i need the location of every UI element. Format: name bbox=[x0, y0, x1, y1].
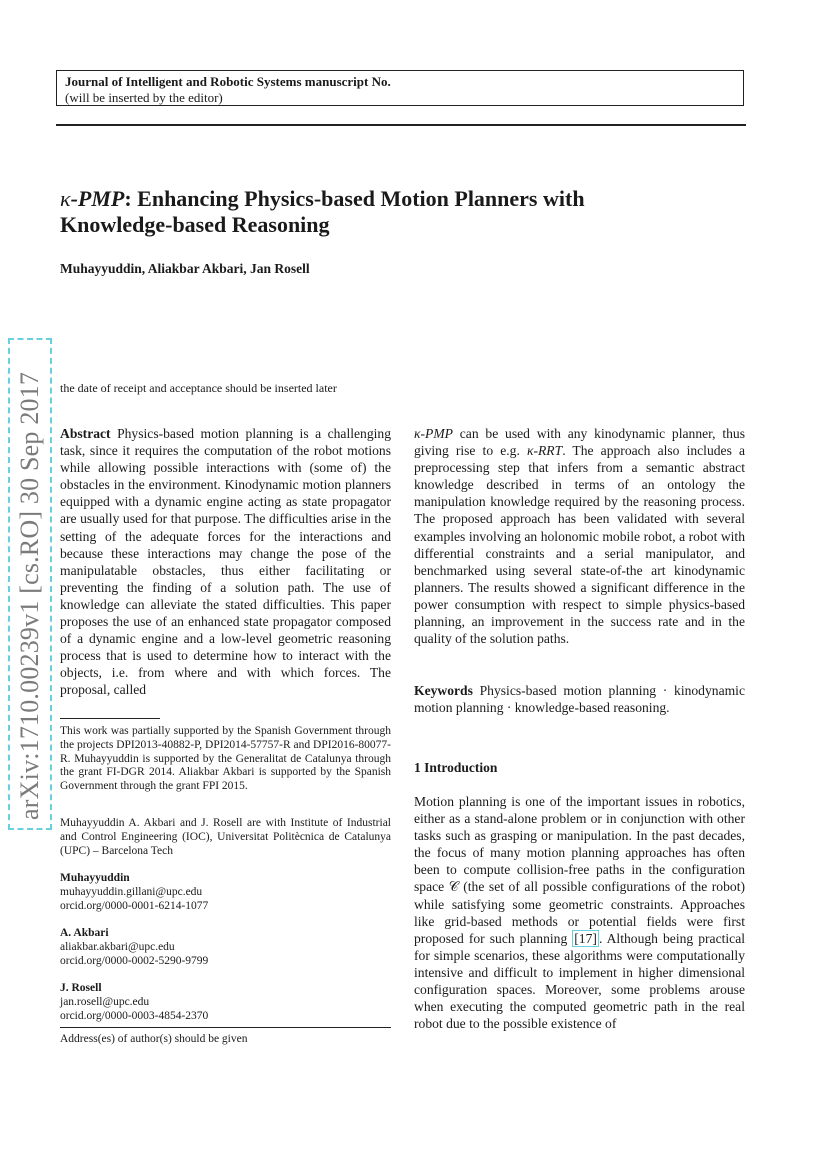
kpmp-term: κ-PMP bbox=[414, 426, 453, 441]
header-rule bbox=[56, 124, 746, 126]
intro-heading: 1 Introduction bbox=[414, 760, 498, 775]
journal-header-box bbox=[56, 70, 744, 106]
abstract-left bbox=[60, 425, 391, 699]
author-name: Muhayyuddin bbox=[60, 872, 130, 884]
address-rule bbox=[60, 1027, 391, 1028]
keywords bbox=[414, 682, 745, 716]
funding-note: This work was partially supported by the Spanish Government through the projects DPI2013-40882-P, DPI2014-57757-R and DPI2016-80077-R. Muhayyuddin is supported by the Generalitat de Catalunya through the grant FI-DGR 2014. Aliakbar Akbari is supported by the Spanish Government through the grant FPI 2015. bbox=[60, 725, 391, 793]
author-email[interactable]: aliakbar.akbari@upc.edu bbox=[60, 940, 175, 953]
krrt-term: κ-RRT bbox=[526, 443, 563, 459]
citation-link[interactable]: [17] bbox=[574, 930, 597, 946]
address-note: Address(es) of author(s) should be given bbox=[60, 1033, 248, 1045]
abstract-text-right-a: can be used with any kinodynamic planner, thus giving rise to e.g. bbox=[414, 426, 745, 459]
keywords-label: Keywords bbox=[414, 683, 473, 698]
received-note: the date of receipt and acceptance should be inserted later bbox=[60, 381, 337, 395]
author-block-2 bbox=[60, 927, 391, 968]
abstract-label: Abstract bbox=[60, 426, 111, 441]
title-kappa: κ bbox=[60, 186, 71, 211]
author-name: A. Akbari bbox=[60, 927, 109, 939]
abstract-text-right-b: . The approach also includes a preprocessing step that infers from a semantic abstract knowledge described in terms of an ontology the manipulation knowledge required by the reasoning process. The proposed approach has been validated with several examples involving an holonomic mobile robot, a robot with differential constraints and a serial manipulator, and benchmarked using several state-of-the art kinodynamic planners. The results showed a significant difference in the power consumption with respect to simple physics-based planning, an improvement in the success rate and in the quality of the solution paths. bbox=[414, 443, 745, 647]
intro-text-a: Motion planning is one of the important issues in robotics, either as a stand-alone problem or in conjunction with other tasks such as grasping or manipulation. In the past decades, the focus of many motion planning approaches has often been to compute collision-free paths in the configuration space bbox=[414, 794, 745, 895]
author-block-3 bbox=[60, 982, 391, 1023]
intro-paragraph bbox=[414, 793, 745, 1032]
keywords-text: Physics-based motion planning · kinodynamic motion planning · knowledge-based reasoning. bbox=[414, 683, 745, 716]
cspace-symbol: 𝒞 bbox=[448, 879, 459, 895]
author-email[interactable]: muhayyuddin.gillani@upc.edu bbox=[60, 885, 203, 898]
title-line2: Knowledge-based Reasoning bbox=[60, 212, 330, 237]
intro-text-c: . Although being practical for simple scenarios, these algorithms were computationally intensive and difficult to implement in higher dimensional configuration spaces. Moreover, some problems arouse when executing the computed geometric path in the real robot due to the possible existence of bbox=[414, 930, 745, 1032]
affiliation-note: Muhayyuddin A. Akbari and J. Rosell are with Institute of Industrial and Control Engineering (IOC), Universitat Politècnica de Catalunya (UPC) – Barcelona Tech bbox=[60, 817, 391, 857]
author-orcid[interactable]: orcid.org/0000-0001-6214-1077 bbox=[60, 899, 209, 912]
editor-note: (will be inserted by the editor) bbox=[65, 90, 223, 105]
footnote-rule bbox=[60, 718, 160, 719]
arxiv-stamp[interactable]: arXiv:1710.00239v1 [cs.RO] 30 Sep 2017 bbox=[8, 338, 52, 830]
paper-title bbox=[60, 186, 750, 238]
journal-name: Journal of Intelligent and Robotic Systems manuscript No. bbox=[65, 74, 391, 89]
intro-text-b: (the set of all possible configurations of the robot) while satisfying some geometric constraints. Approaches like grid-based methods or potential fields were first proposed for such planning bbox=[414, 879, 745, 946]
author-block-1 bbox=[60, 872, 391, 913]
abstract-text-left: Physics-based motion planning is a challenging task, since it requires the computation of the robot motions while allowing possible interactions with (some of) the obstacles in the environment. Kinodynamic motion planners equipped with a dynamic engine acting as state propagator are usually used for that purpose. The difficulties arise in the setting of the adequate forces for the interactions and because these interactions may change the pose of the manipulatable obstacles, thus either facilitating or preventing the finding of a solution path. The use of knowledge can alleviate the stated difficulties. This paper proposes the use of an enhanced state propagator composed of a dynamic engine and a low-level geometric reasoning process that is used to determine how to interact with the objects, i.e. from where and with which forces. The proposal, called bbox=[60, 426, 391, 698]
author-name: J. Rosell bbox=[60, 982, 102, 994]
title-rest: : Enhancing Physics-based Motion Planners with bbox=[124, 186, 585, 211]
author-email[interactable]: jan.rosell@upc.edu bbox=[60, 995, 150, 1008]
author-orcid[interactable]: orcid.org/0000-0002-5290-9799 bbox=[60, 954, 209, 967]
author-orcid[interactable]: orcid.org/0000-0003-4854-2370 bbox=[60, 1009, 209, 1022]
abstract-right bbox=[414, 425, 745, 647]
author-list: Muhayyuddin, Aliakbar Akbari, Jan Rosell bbox=[60, 261, 310, 276]
title-pmp: -PMP bbox=[70, 186, 125, 211]
